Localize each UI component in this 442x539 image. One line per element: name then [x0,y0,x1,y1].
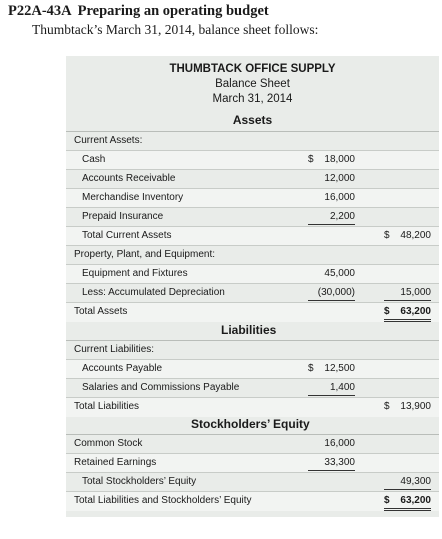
problem-number: P22A-43A [8,3,72,19]
amount: 2,200 [329,211,355,222]
row-label: Salaries and Commissions Payable [82,382,240,393]
row-label: Accounts Receivable [82,173,176,184]
col1-value [308,438,355,449]
amount: 63,200 [400,306,431,317]
amount: 49,300 [400,476,431,487]
row-label: Cash [82,154,106,165]
problem-title [8,3,269,20]
statement-date: March 31, 2014 [212,93,293,105]
table-row [66,397,439,417]
amount: 18,000 [324,154,355,165]
liabilities-heading: Liabilities [221,323,277,337]
subtotal-underline [308,224,355,225]
dollar-sign: $ [384,306,390,317]
amount: 15,000 [400,287,431,298]
row-label: Retained Earnings [74,457,157,468]
amount: 12,500 [324,363,355,374]
col2-value [384,287,431,298]
amount: 1,400 [329,382,355,393]
row-label: Total Liabilities and Stockholders’ Equity [74,495,252,506]
table-row [66,340,439,360]
amount: 63,200 [400,495,431,506]
table-row [66,453,439,473]
row-label: Common Stock [74,438,143,449]
dollar-sign: $ [308,154,314,165]
table-row [66,131,439,151]
double-underline [384,510,431,511]
row-label: Merchandise Inventory [82,192,184,203]
table-row [66,226,439,246]
col1-value [308,173,355,184]
subtotal-underline [308,395,355,396]
amount: 48,200 [400,230,431,241]
col1-value [308,192,355,203]
dollar-sign: $ [384,495,390,506]
table-row [66,150,439,170]
subtotal-underline [308,300,355,301]
col1-value [308,382,355,393]
table-row [66,169,439,189]
col1-value [308,154,355,165]
subtotal-underline [384,489,431,490]
amount: 16,000 [324,438,355,449]
dollar-sign: $ [384,401,390,412]
row-label: Accounts Payable [82,363,163,374]
amount: 13,900 [400,401,431,412]
amount: (30,000) [317,287,355,298]
col2-value [384,306,431,317]
table-row [66,245,439,265]
col1-value [308,457,355,468]
table-row [66,264,439,284]
row-label: Less: Accumulated Depreciation [82,287,225,298]
col1-value [308,211,355,222]
row-label: Prepaid Insurance [82,211,164,222]
table-row [66,359,439,379]
row-label: Total Current Assets [82,230,172,241]
balance-sheet [66,56,439,517]
amount: 12,000 [324,173,355,184]
subtotal-underline [308,470,355,471]
amount: 45,000 [324,268,355,279]
assets-heading: Assets [232,113,273,127]
col2-value [384,230,431,241]
subtotal-underline [384,300,431,301]
col2-value [384,476,431,487]
row-label: Property, Plant, and Equipment: [74,249,216,260]
row-label: Total Stockholders’ Equity [82,476,197,487]
double-underline [384,319,431,320]
table-row [66,188,439,208]
row-label: Current Liabilities: [74,344,155,355]
double-underline [384,508,431,509]
col1-value [308,268,355,279]
problem-intro: Thumbtack’s March 31, 2014, balance sheet follows: [32,22,319,37]
col1-value [308,363,355,374]
double-underline [384,321,431,322]
dollar-sign: $ [384,230,390,241]
row-label: Current Assets: [74,135,143,146]
col2-value [384,495,431,506]
company-name: THUMBTACK OFFICE SUPPLY [169,63,336,75]
statement-name: Balance Sheet [215,78,290,90]
row-label: Total Assets [74,306,128,317]
amount: 16,000 [324,192,355,203]
equity-heading: Stockholders’ Equity [191,417,310,431]
table-row [66,434,439,454]
row-label: Total Liabilities [74,401,140,412]
dollar-sign: $ [308,363,314,374]
table-row [66,207,439,227]
row-label: Equipment and Fixtures [82,268,188,279]
col1-value [308,287,355,298]
col2-value [384,401,431,412]
table-row [66,378,439,398]
amount: 33,300 [324,457,355,468]
problem-heading: Preparing an operating budget [77,3,269,19]
